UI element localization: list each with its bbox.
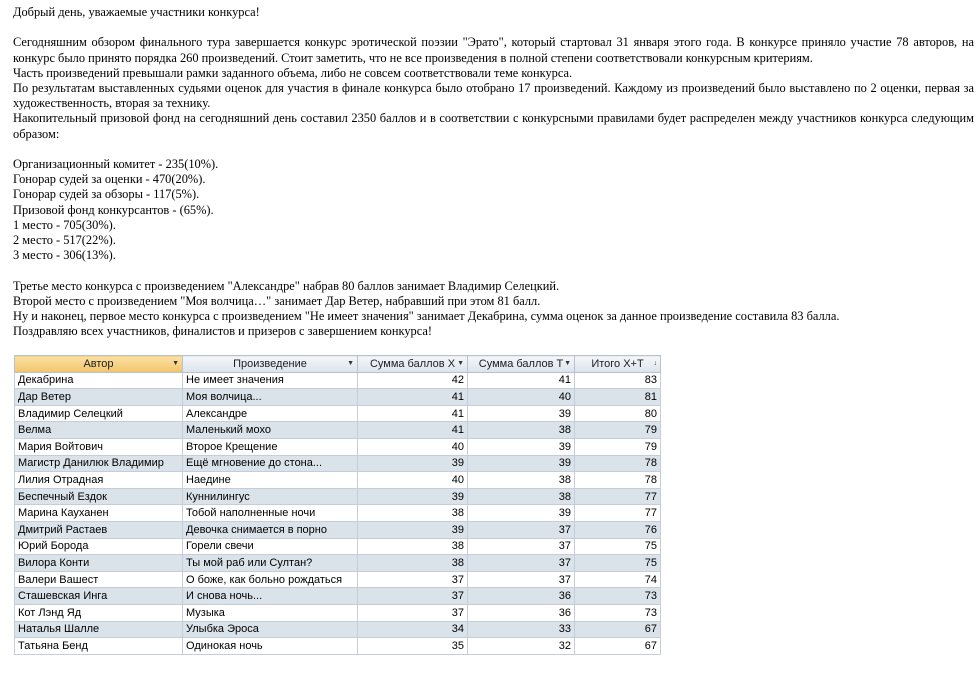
table-body [15, 372, 661, 654]
cell-score-x[interactable]: 42 [358, 372, 468, 389]
cell-author[interactable]: Сташевская Инга [15, 588, 183, 605]
cell-author[interactable]: Вилора Конти [15, 555, 183, 572]
cell-author[interactable]: Магистр Данилюк Владимир [15, 455, 183, 472]
table-row[interactable] [15, 488, 661, 505]
cell-total[interactable]: 81 [575, 389, 661, 406]
cell-score-x[interactable]: 34 [358, 621, 468, 638]
dropdown-arrow-icon[interactable]: ▼ [172, 360, 179, 367]
cell-score-x[interactable]: 38 [358, 538, 468, 555]
cell-total[interactable]: 76 [575, 521, 661, 538]
table-row[interactable] [15, 538, 661, 555]
greeting: Добрый день, уважаемые участники конкурса! [13, 5, 260, 19]
column-header-score-x[interactable] [358, 356, 468, 373]
cell-score-t[interactable]: 41 [468, 372, 575, 389]
cell-work[interactable]: Ещё мгновение до стона... [183, 455, 358, 472]
table-row[interactable] [15, 571, 661, 588]
cell-score-x[interactable]: 40 [358, 438, 468, 455]
finalists-paragraph: По результатам выставленных судьями оценок для участия в финале конкурса было отобрано 17 произведений. Каждому из произведений было выставлено по 2 оценки, первая за художественность, вторая за технику. [13, 81, 974, 111]
column-header-label: Сумма баллов Т [478, 357, 564, 370]
cell-score-t[interactable]: 32 [468, 638, 575, 655]
table-row[interactable] [15, 555, 661, 572]
cell-score-t[interactable]: 37 [468, 555, 575, 572]
fund-line: 1 место - 705(30%). [13, 217, 116, 232]
result-line: Поздравляю всех участников, финалистов и призеров с завершением конкурса! [13, 324, 432, 339]
table-row[interactable] [15, 588, 661, 605]
intro-paragraph-2: Часть произведений превышали рамки заданного объема, либо не совсем соответствовали теме конкурса. [13, 65, 573, 80]
cell-score-x[interactable]: 41 [358, 389, 468, 406]
cell-score-x[interactable]: 39 [358, 455, 468, 472]
cell-total[interactable]: 80 [575, 405, 661, 422]
cell-total[interactable]: 77 [575, 488, 661, 505]
prize-fund-list [13, 157, 974, 263]
cell-author[interactable]: Марина Кауханен [15, 505, 183, 522]
table-row[interactable] [15, 389, 661, 406]
cell-total[interactable]: 77 [575, 505, 661, 522]
table-row[interactable] [15, 604, 661, 621]
cell-total[interactable]: 78 [575, 455, 661, 472]
table-row[interactable] [15, 472, 661, 489]
cell-score-x[interactable]: 37 [358, 588, 468, 605]
intro-paragraph: Сегодняшним обзором финального тура завершается конкурс эротической поэзии "Эрато", который стартовал 31 января этого года. В конкурсе приняло участие 78 авторов, на конкурс было принято порядка 260 произведений. Стоит заметить, что не все произведения в полной степени соответствовали конкурсным критериям. [13, 35, 974, 65]
cell-author[interactable]: Беспечный Ездок [15, 488, 183, 505]
results-table [14, 355, 661, 655]
cell-score-x[interactable]: 38 [358, 555, 468, 572]
result-line: Третье место конкурса с произведением "Александре" набрав 80 баллов занимает Владимир Селецкий. [13, 278, 560, 293]
cell-work[interactable]: Горели свечи [183, 538, 358, 555]
cell-total[interactable]: 67 [575, 621, 661, 638]
cell-total[interactable]: 74 [575, 571, 661, 588]
cell-total[interactable]: 75 [575, 538, 661, 555]
cell-total[interactable]: 73 [575, 588, 661, 605]
fund-line: Гонорар судей за оценки - 470(20%). [13, 172, 206, 187]
cell-work[interactable]: Одинокая ночь [183, 638, 358, 655]
cell-work[interactable]: Второе Крещение [183, 438, 358, 455]
column-header-label: Произведение [233, 357, 307, 370]
column-header-score-t[interactable] [468, 356, 575, 373]
cell-work[interactable]: Маленький мохо [183, 422, 358, 439]
cell-score-x[interactable]: 39 [358, 488, 468, 505]
dropdown-arrow-icon[interactable]: ▼ [564, 360, 571, 367]
cell-author[interactable]: Дар Ветер [15, 389, 183, 406]
document-text [13, 5, 974, 339]
cell-score-t[interactable]: 33 [468, 621, 575, 638]
cell-score-t[interactable]: 37 [468, 521, 575, 538]
cell-total[interactable]: 79 [575, 422, 661, 439]
column-header-author[interactable] [15, 356, 183, 373]
cell-total[interactable]: 67 [575, 638, 661, 655]
cell-score-t[interactable]: 39 [468, 405, 575, 422]
cell-author[interactable]: Валери Вашест [15, 571, 183, 588]
cell-author[interactable]: Лилия Отрадная [15, 472, 183, 489]
cell-author[interactable]: Дмитрий Растаев [15, 521, 183, 538]
cell-score-t[interactable]: 38 [468, 472, 575, 489]
cell-work[interactable]: Девочка снимается в порно [183, 521, 358, 538]
result-line: Ну и наконец, первое место конкурса с произведением "Не имеет значения" занимает Декабрина, сумма оценок за данное произведение составила 83 балла. [13, 309, 840, 324]
cell-work[interactable]: Улыбка Эроса [183, 621, 358, 638]
cell-work[interactable]: И снова ночь... [183, 588, 358, 605]
table-row[interactable] [15, 505, 661, 522]
cell-score-x[interactable]: 37 [358, 604, 468, 621]
column-header-label: Сумма баллов Х [369, 357, 456, 370]
fund-line: Организационный комитет - 235(10%). [13, 157, 219, 171]
cell-work[interactable]: Музыка [183, 604, 358, 621]
results-list [13, 279, 974, 340]
cell-work[interactable]: Не имеет значения [183, 372, 358, 389]
cell-score-t[interactable]: 37 [468, 571, 575, 588]
cell-author[interactable]: Наталья Шалле [15, 621, 183, 638]
table-row[interactable] [15, 638, 661, 655]
table-row[interactable] [15, 422, 661, 439]
column-header-total[interactable] [575, 356, 661, 373]
cell-score-t[interactable]: 37 [468, 538, 575, 555]
cell-score-x[interactable]: 41 [358, 405, 468, 422]
cell-total[interactable]: 79 [575, 438, 661, 455]
cell-work[interactable]: Моя волчица... [183, 389, 358, 406]
table-row[interactable] [15, 405, 661, 422]
cell-score-t[interactable]: 38 [468, 422, 575, 439]
table-row[interactable] [15, 438, 661, 455]
dropdown-arrow-icon[interactable]: ▼ [457, 360, 464, 367]
table-row[interactable] [15, 521, 661, 538]
cell-score-x[interactable]: 40 [358, 472, 468, 489]
cell-score-t[interactable]: 39 [468, 505, 575, 522]
cell-author[interactable]: Юрий Борода [15, 538, 183, 555]
cell-author[interactable]: Мария Войтович [15, 438, 183, 455]
cell-score-t[interactable]: 38 [468, 488, 575, 505]
cell-score-t[interactable]: 39 [468, 438, 575, 455]
table-row[interactable] [15, 455, 661, 472]
fund-line: 2 место - 517(22%). [13, 233, 116, 248]
fund-line: 3 место - 306(13%). [13, 248, 116, 263]
cell-author[interactable]: Владимир Селецкий [15, 405, 183, 422]
cell-score-x[interactable]: 39 [358, 521, 468, 538]
dropdown-arrow-icon[interactable]: ▼ [347, 360, 354, 367]
cell-score-t[interactable]: 36 [468, 588, 575, 605]
cell-total[interactable]: 83 [575, 372, 661, 389]
column-header-work[interactable] [183, 356, 358, 373]
cell-score-x[interactable]: 35 [358, 638, 468, 655]
cell-work[interactable]: Александре [183, 405, 358, 422]
prize-fund-paragraph: Накопительный призовой фонд на сегодняшний день составил 2350 баллов и в соответствии с конкурсными правилами будет распределен между участников конкурса следующим образом: [13, 111, 974, 141]
cell-total[interactable]: 78 [575, 472, 661, 489]
cell-work[interactable]: О боже, как больно рождаться [183, 571, 358, 588]
cell-author[interactable]: Татьяна Бенд [15, 638, 183, 655]
table-header-row [15, 356, 661, 373]
sort-descending-icon[interactable]: ↓ [653, 360, 657, 367]
cell-score-x[interactable]: 41 [358, 422, 468, 439]
column-header-label: Итого Х+Т [591, 357, 644, 370]
cell-score-t[interactable]: 39 [468, 455, 575, 472]
cell-work[interactable]: Куннилингус [183, 488, 358, 505]
cell-author[interactable]: Декабрина [15, 372, 183, 389]
cell-total[interactable]: 73 [575, 604, 661, 621]
cell-score-t[interactable]: 36 [468, 604, 575, 621]
fund-line: Призовой фонд конкурсантов - (65%). [13, 202, 214, 217]
cell-score-x[interactable]: 37 [358, 571, 468, 588]
cell-score-x[interactable]: 38 [358, 505, 468, 522]
cell-work[interactable]: Ты мой раб или Султан? [183, 555, 358, 572]
cell-work[interactable]: Тобой наполненные ночи [183, 505, 358, 522]
column-header-label: Автор [83, 357, 114, 370]
result-line: Второй место с произведением "Моя волчица…" занимает Дар Ветер, набравший при этом 81 балл. [13, 293, 541, 308]
cell-author[interactable]: Велма [15, 422, 183, 439]
cell-score-t[interactable]: 40 [468, 389, 575, 406]
fund-line: Гонорар судей за обзоры - 117(5%). [13, 187, 200, 202]
cell-author[interactable]: Кот Лэнд Яд [15, 604, 183, 621]
cell-work[interactable]: Наедине [183, 472, 358, 489]
table-row[interactable] [15, 372, 661, 389]
table-row[interactable] [15, 621, 661, 638]
cell-total[interactable]: 75 [575, 555, 661, 572]
